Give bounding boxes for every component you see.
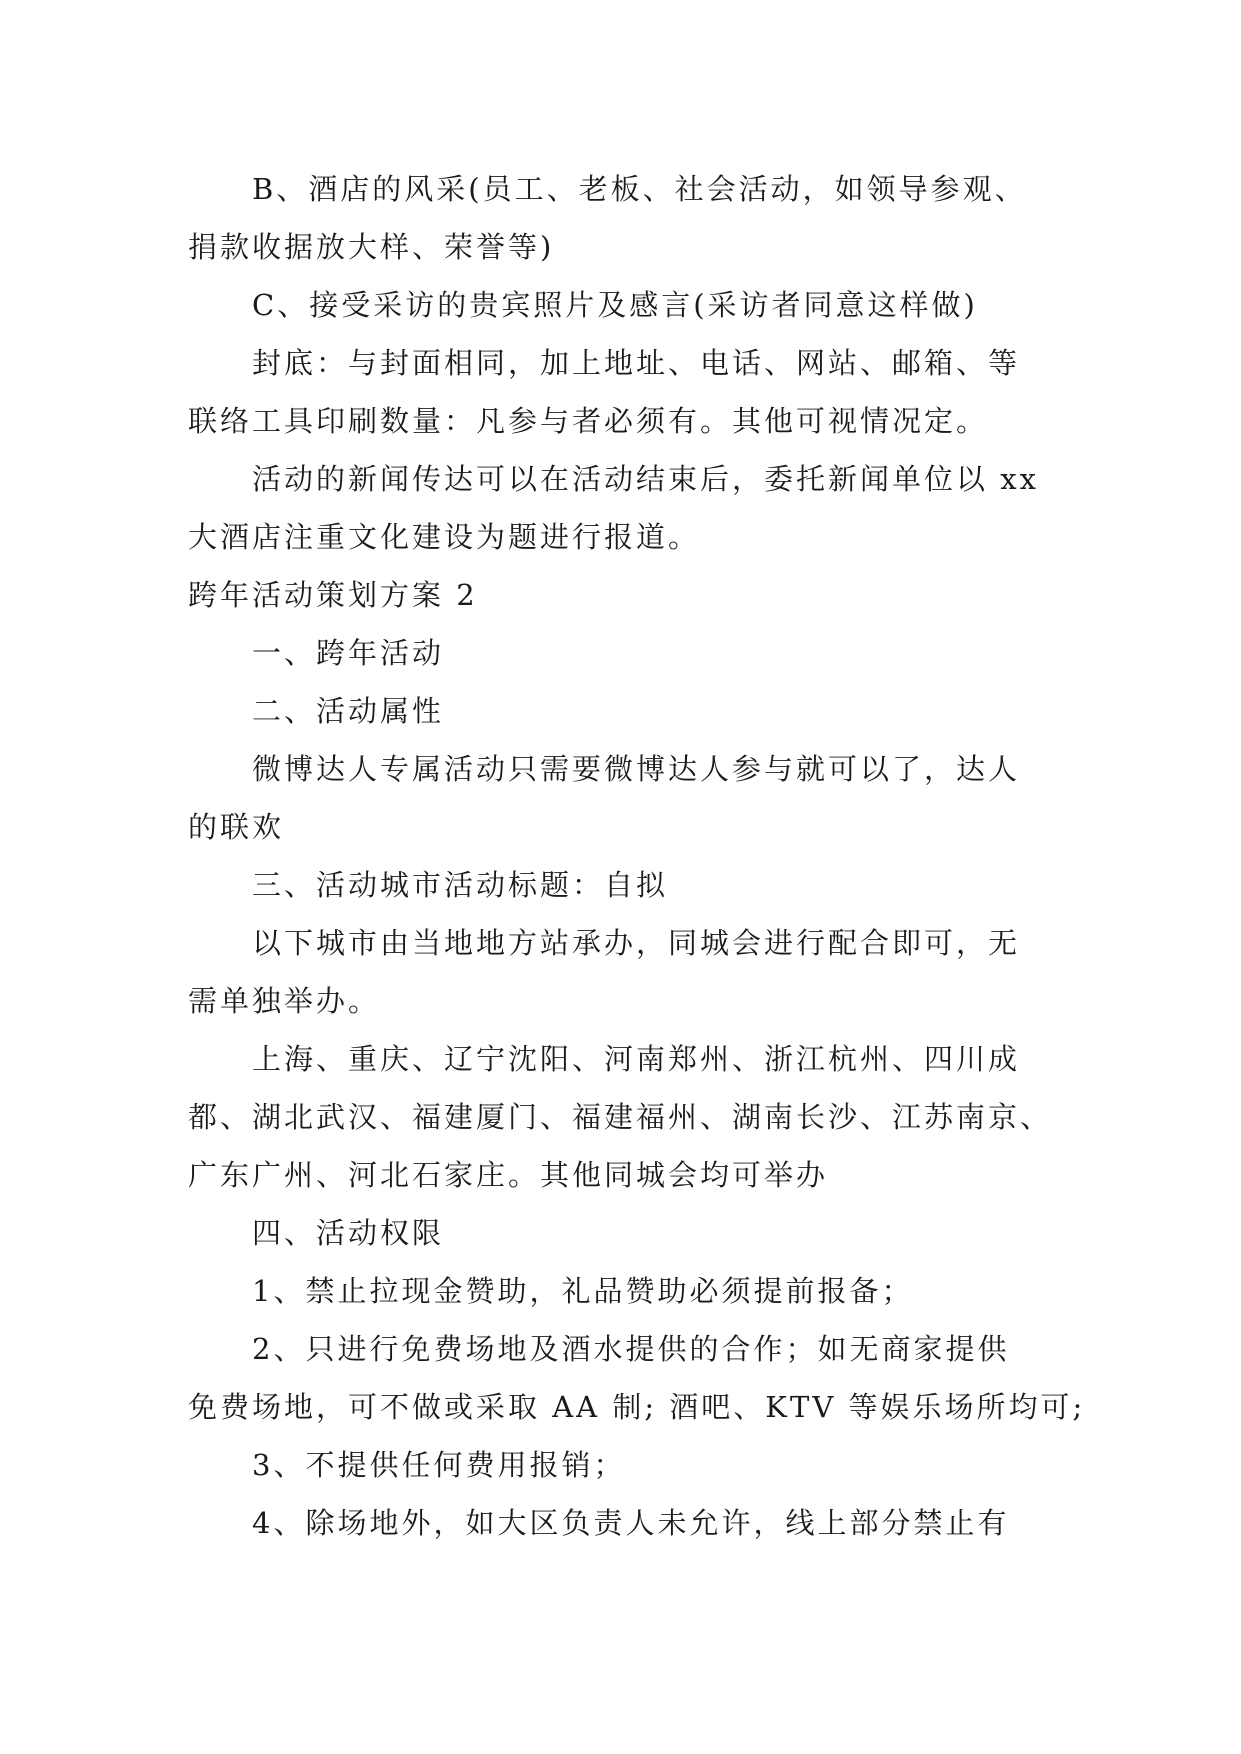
text-line: B、酒店的风采(员工、老板、社会活动，如领导参观、: [252, 172, 1027, 206]
text-line: 封底：与封面相同，加上地址、电话、网站、邮箱、等: [252, 346, 1021, 380]
text-line: 微博达人专属活动只需要微博达人参与就可以了，达人: [252, 752, 1021, 786]
text-line: 的联欢: [188, 810, 285, 844]
text-line: 三、活动城市活动标题：自拟: [252, 868, 669, 902]
text-line: 四、活动权限: [252, 1216, 445, 1250]
text-line: 1、禁止拉现金赞助，礼品赞助必须提前报备；: [252, 1274, 914, 1308]
text-line: 2、只进行免费场地及酒水提供的合作；如无商家提供: [252, 1332, 1010, 1366]
text-line: 需单独举办。: [188, 984, 381, 1018]
text-line: 免费场地，可不做或采取 AA 制; 酒吧、KTV 等娱乐场所均可;: [188, 1390, 1086, 1424]
text-line: 3、不提供任何费用报销；: [252, 1448, 626, 1482]
text-line: 都、湖北武汉、福建厦门、福建福州、湖南长沙、江苏南京、: [188, 1100, 1053, 1134]
text-line: 捐款收据放大样、荣誉等): [188, 230, 555, 264]
text-line: 大酒店注重文化建设为题进行报道。: [188, 520, 701, 554]
text-line: 以下城市由当地地方站承办，同城会进行配合即可，无: [252, 926, 1021, 960]
text-line: 4、除场地外，如大区负责人未允许，线上部分禁止有: [252, 1506, 1010, 1540]
text-line: 广东广州、河北石家庄。其他同城会均可举办: [188, 1158, 829, 1192]
text-line: 一、跨年活动: [252, 636, 445, 670]
section-heading: 跨年活动策划方案 2: [188, 578, 478, 612]
text-line: 二、活动属性: [252, 694, 445, 728]
text-line: 活动的新闻传达可以在活动结束后，委托新闻单位以 xx: [252, 462, 1039, 496]
document-body: [188, 160, 1086, 1552]
text-line: C、接受采访的贵宾照片及感言(采访者同意这样做): [252, 288, 978, 322]
text-line: 联络工具印刷数量：凡参与者必须有。其他可视情况定。: [188, 404, 989, 438]
text-line: 上海、重庆、辽宁沈阳、河南郑州、浙江杭州、四川成: [252, 1042, 1021, 1076]
